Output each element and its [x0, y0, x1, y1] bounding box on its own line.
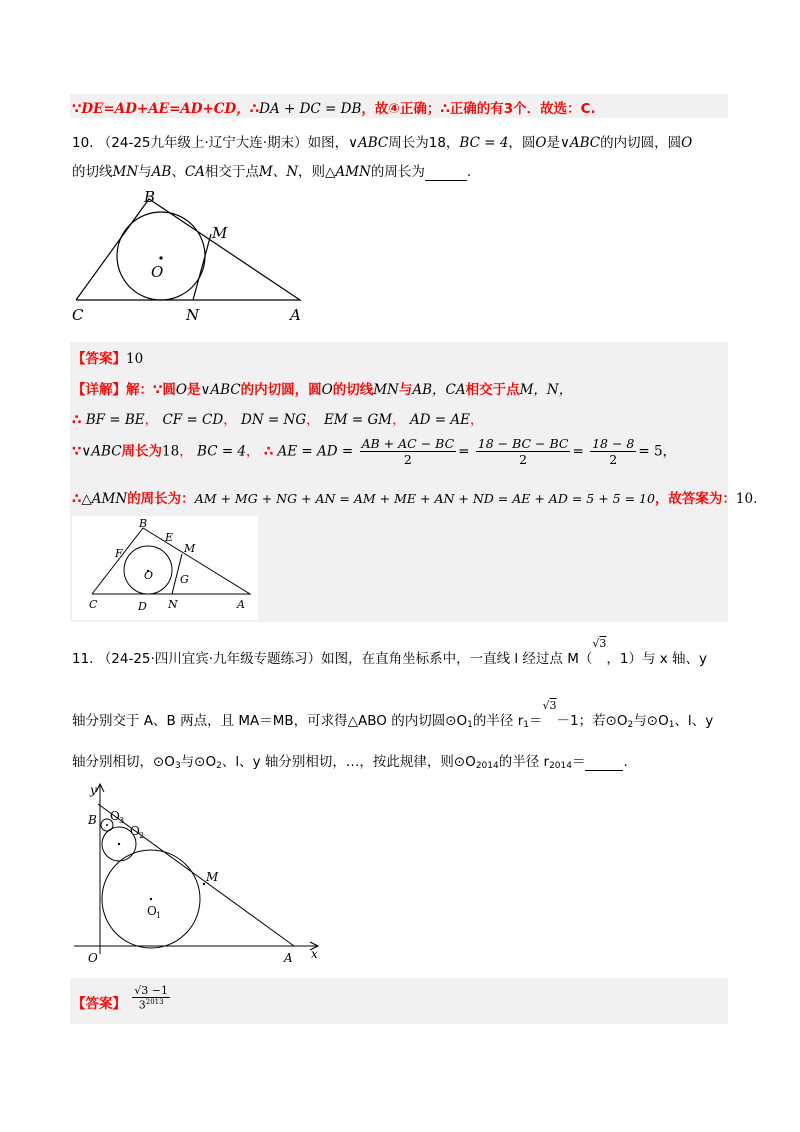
detail-triangle: ∨ABC: [200, 382, 241, 398]
label-f: F: [115, 547, 123, 560]
detail-text: 的内切圆，圆: [240, 382, 322, 398]
answer-blank: [425, 164, 467, 181]
q11-text: －1；若⊙O: [556, 713, 628, 729]
fraction-denominator: [132, 998, 170, 1012]
eq-cf-cd: CF = CD: [162, 412, 224, 428]
comma: ，: [306, 412, 320, 428]
comma: ，: [246, 443, 260, 460]
q10-line1: [72, 131, 692, 151]
eq-em-gm: EM = GM: [323, 412, 393, 428]
label-b: B: [144, 188, 156, 206]
q11-line1: [72, 637, 708, 667]
period: .: [753, 491, 758, 507]
comma: ，: [392, 412, 406, 428]
q10-mn: MN: [112, 164, 139, 180]
subscript: 2014: [475, 761, 499, 771]
q11-text: 、l、y 轴分别相切，…，按此规律，则⊙O: [221, 754, 476, 770]
sqrt-radicand: 3: [599, 637, 607, 650]
q10-ab: AB: [151, 164, 172, 180]
comma: ，: [179, 443, 193, 460]
q10-text: 是: [546, 135, 560, 151]
detail10-line2: [72, 408, 484, 428]
q11-text: ＝: [528, 713, 543, 729]
detail-triangle-amn: △AMN: [81, 491, 128, 507]
line-l: [98, 804, 294, 946]
q11-text: ，1）与 x 轴、y: [606, 651, 708, 667]
answer-value: 10: [126, 351, 144, 367]
figure-q11: [72, 780, 332, 970]
denominator-base: 3: [138, 998, 146, 1012]
label-o1-sub: 1: [156, 911, 162, 920]
eq-result: = 5，: [638, 443, 677, 460]
period: .: [623, 754, 628, 770]
answer11-row: [72, 984, 172, 1012]
therefore-symbol: ∴: [249, 101, 260, 117]
q10-text: 相交于点: [204, 164, 259, 180]
eq-bc: BC = 4: [197, 443, 247, 460]
q10-text: ，则: [298, 164, 326, 180]
incircle: [117, 212, 205, 300]
fraction-numerator: AB + AC − BC: [361, 436, 455, 451]
subscript: 3: [174, 761, 181, 771]
detail-text: 与: [398, 382, 413, 398]
figure-q10-detail: [72, 516, 258, 620]
subscript: 2014: [549, 761, 572, 771]
detail-label: 【详解】: [72, 382, 126, 398]
q11-text: 与⊙O: [180, 754, 217, 770]
eq-ad-ae: AD = AE: [409, 412, 471, 428]
label-m: M: [212, 224, 228, 242]
center-o2: [118, 843, 120, 845]
tangent-mn: [193, 234, 211, 300]
detail-o: O: [175, 382, 187, 398]
label-a: A: [284, 951, 293, 965]
center-o1: [150, 898, 152, 900]
q11-text: 轴分别交于 A、B 两点，且 MA＝MB，可求得△ABO 的内切圆⊙O: [72, 713, 468, 729]
center-dot: [159, 256, 162, 259]
detail-text: 周长为: [121, 443, 163, 460]
label-n: N: [168, 598, 178, 611]
label-e: E: [165, 531, 174, 544]
eq-bf-be: BF = BE: [85, 412, 145, 428]
q11-text: 、l、y: [674, 713, 714, 729]
top-solution-text: [72, 97, 596, 117]
q10-number: 10.: [72, 135, 94, 151]
q10-triangle: ∨ABC: [559, 135, 601, 151]
denominator-exponent: 2013: [145, 998, 164, 1006]
detail10-line1: [72, 378, 572, 398]
sqrt-radicand: 3: [549, 699, 557, 712]
detail-text: ，故答案为：: [654, 491, 736, 507]
q11-source: （24-25·四川宜宾·九年级专题练习）: [97, 651, 322, 667]
fraction-denominator: 2: [609, 452, 618, 467]
fraction-3: [590, 436, 636, 467]
fraction-numerator: 18 − BC − BC: [477, 436, 569, 451]
fraction-2: [476, 436, 571, 467]
sqrt-3: √3: [592, 637, 607, 650]
answer-label: 【答案】: [72, 995, 126, 1012]
because-symbol: ∵: [72, 443, 82, 460]
label-g: G: [180, 573, 189, 586]
answer11-fraction: [132, 984, 170, 1012]
label-x: x: [311, 947, 318, 961]
q10-o: O: [535, 135, 547, 151]
label-a: A: [237, 598, 245, 611]
q10-points: M、N: [258, 164, 299, 180]
point-m: [203, 883, 205, 885]
fraction-numerator: 18 − 8: [592, 436, 635, 451]
label-b: B: [88, 813, 97, 827]
detail-triangle: ∨ABC: [81, 443, 122, 460]
label-o3: O: [110, 809, 120, 823]
label-o2: O: [130, 824, 140, 838]
label-m: M: [206, 870, 219, 884]
final-answer: 10: [735, 491, 754, 507]
subscript: 2: [627, 720, 634, 730]
label-o1: O: [147, 904, 157, 918]
sqrt-3: √3: [542, 699, 557, 712]
fraction-1: [360, 436, 457, 467]
q10-text: 的切线: [72, 164, 113, 180]
q11-text: 轴分别相切，⊙O: [72, 754, 175, 770]
subscript: 1: [523, 720, 529, 730]
q10-line2: [72, 160, 471, 181]
q11-line3: [72, 750, 628, 771]
detail-ab-ca: AB，CA: [412, 382, 466, 398]
answer-label: 【答案】: [72, 351, 126, 367]
q11-text: 的半径 r: [472, 713, 524, 729]
figure-q10: [60, 184, 320, 324]
q11-text: 的半径 r: [498, 754, 550, 770]
q10-bc: BC = 4: [459, 135, 509, 151]
detail-text: 解：∵圆: [126, 382, 176, 398]
because-symbol: ∵: [72, 101, 82, 117]
label-o: O: [144, 569, 154, 582]
top-eq1: DE=AD+AE=AD+CD，: [81, 101, 250, 117]
q10-text: 的内切圆，圆: [600, 135, 682, 151]
q10-text: ，圆: [508, 135, 536, 151]
subscript: 2: [216, 761, 222, 771]
label-b: B: [139, 517, 148, 530]
label-c: C: [89, 598, 98, 611]
center-o3: [106, 824, 108, 826]
detail-text: 的周长为：: [127, 491, 195, 507]
eq-dn-ng: DN = NG: [241, 412, 307, 428]
eq-ae-ad: AE = AD =: [277, 443, 354, 460]
label-origin: O: [88, 951, 98, 965]
q10-triangle: ∨ABC: [348, 135, 389, 151]
comma: ，: [470, 412, 484, 428]
detail-text: 是: [186, 382, 201, 398]
q10-text: 如图，: [307, 135, 349, 151]
detail-text: 的切线: [332, 382, 374, 398]
q11-line2: [72, 699, 714, 730]
triangle-abc: [76, 199, 300, 300]
perimeter-equation: AM + MG + NG + AN = AM + ME + AN + ND = AE + AD = 5 + 5 = 10: [194, 491, 655, 506]
comma: ，: [223, 412, 237, 428]
q11-number: 11.: [72, 651, 94, 667]
q10-period: .: [466, 164, 472, 180]
perimeter-value: 18: [162, 443, 180, 460]
fraction-denominator: 2: [403, 452, 412, 467]
label-o3-sub: 3: [119, 816, 125, 825]
therefore-symbol: ∴: [72, 491, 82, 507]
subscript: 1: [467, 720, 473, 730]
label-d: D: [138, 600, 147, 613]
top-rest: ，故④正确；∴正确的有3个．故选：C.: [361, 101, 596, 117]
q11-text: ＝: [571, 754, 586, 770]
fraction-denominator: 2: [519, 452, 528, 467]
q10-o: O: [681, 135, 693, 151]
q10-text: 的周长为: [370, 164, 425, 180]
detail-o: O: [321, 382, 333, 398]
detail10-line4: [72, 487, 757, 507]
label-a: A: [290, 306, 301, 324]
fraction-numerator: √3 −1: [134, 984, 169, 997]
comma: ，: [144, 412, 159, 428]
label-o2-sub: 2: [139, 831, 145, 840]
therefore-symbol: ∴: [263, 443, 274, 460]
q10-ca: CA: [184, 164, 205, 180]
q10-text: 与: [138, 164, 152, 180]
q10-triangle-amn: △AMN: [325, 164, 371, 180]
q10-text: 周长为18，: [388, 135, 460, 151]
subscript: 1: [668, 720, 675, 730]
label-y: y: [90, 783, 97, 797]
detail-mn: MN: [373, 382, 399, 398]
label-n: N: [186, 306, 200, 324]
q10-source: （24-25九年级上·辽宁大连·期末）: [97, 135, 308, 151]
label-m: M: [184, 542, 196, 555]
q11-text: 与⊙O: [633, 713, 669, 729]
q11-text: 如图，在直角坐标系中，一直线 l 经过点 M（: [321, 651, 593, 667]
detail-points: M，N，: [519, 382, 573, 398]
top-eq2: DA + DC = DB: [259, 101, 362, 117]
label-o: O: [151, 263, 164, 281]
q10-text: 、: [171, 164, 185, 180]
detail-text: 相交于点: [465, 382, 520, 398]
label-c: C: [72, 306, 84, 324]
therefore-symbol: ∴: [72, 412, 82, 428]
answer-blank: [585, 754, 623, 771]
detail10-line3: ∵∨ABC周长为18， BC = 4， ∴ AE = AD = $\frac{AB + AC - BC}{2}$ = $\frac{18 - BC - BC}{2}$ = $\frac{18 - 8}{2}$ = 5，: [72, 436, 677, 467]
answer10-row: [72, 347, 143, 367]
